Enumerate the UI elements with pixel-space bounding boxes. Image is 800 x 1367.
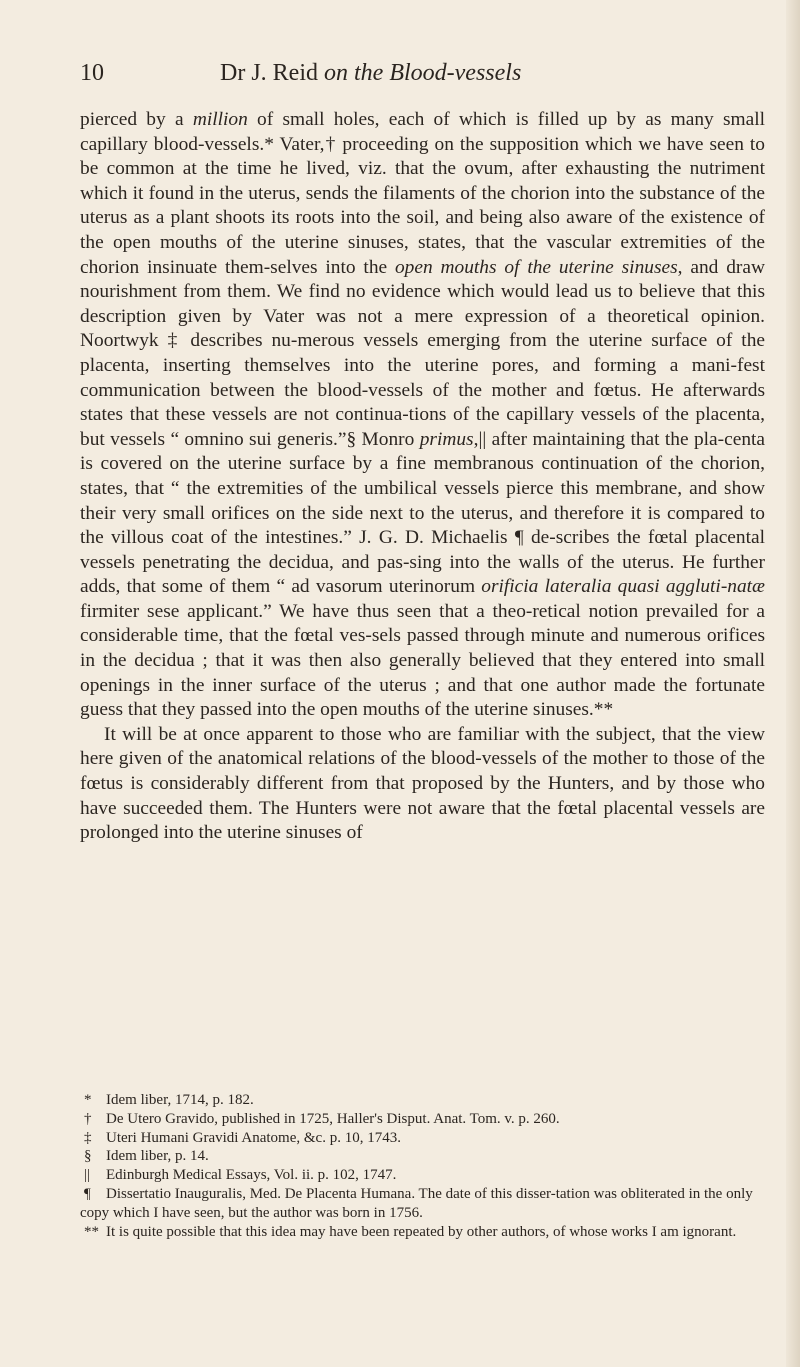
text-run: firmiter sese applicant.” We have thus seen that a theo-retical notion prevailed for a considerable time, that the fœtal ves-sels passed through minute and numerous orifices in the decidua ; that it was then also generally believed that they entered into small openings in the inner surface of the uterus ; and that one author made the fortunate guess that they passed into the open mouths of the uterine sinuses.** [80, 600, 765, 721]
footnote-mark: † [84, 1110, 92, 1127]
footnote [80, 1147, 765, 1166]
footnotes [80, 1091, 765, 1241]
footnote-mark: * [84, 1092, 92, 1108]
text-run: ,|| after maintaining that the pla-centa is covered on the uterine surface by a fine membranous continuation of the chorion, states, that “ the extremities of the umbilical vessels pierce this membrane, and show their very small orifices on the side next to the uterus, and therefore it is compared to the villous coat of the intestines.” J. G. D. Michaelis ¶ de-scribes the fœtal placental vessels penetrating the decidua, and pas-sing into the walls of the uterus. He further adds, that some of them “ ad vasorum uterinorum [80, 428, 766, 598]
running-head-author: Dr J. Reid [220, 60, 318, 86]
running-head [220, 60, 521, 87]
footnote [80, 1129, 765, 1148]
footnote-mark: ** [84, 1223, 99, 1240]
footnote-text: Uteri Humani Gravidi Anatome, &c. p. 10, 1743. [106, 1129, 401, 1146]
footnote-mark: ‡ [84, 1129, 92, 1146]
footnote-mark: § [84, 1148, 92, 1165]
paragraph [80, 108, 765, 723]
footnote-text: Dissertatio Inauguralis, Med. De Placenta Humana. The date of this disser-tation was obliterated in the only copy which I have seen, but the author was born in 1756. [80, 1185, 753, 1221]
footnote [80, 1223, 765, 1242]
footnote [80, 1110, 765, 1129]
text-run: of small holes, each of which is filled up by as many small capillary blood-vessels.* Vater,† proceeding on the supposition which we have seen to be common at the time he lived, viz. that the ovum, after exhausting the nutriment which it found in the uterus, sends the filaments of the chorion into the substance of the uterus as a plant shoots its roots into the soil, and being also aware of the existence of the open mouths of the uterine sinuses, states, that the vascular extremities of the chorion insinuate them-selves into the [80, 109, 765, 278]
footnote-mark: ¶ [84, 1185, 91, 1202]
paragraph [80, 723, 765, 846]
footnote [80, 1185, 765, 1223]
footnote [80, 1166, 765, 1185]
footnote-text: It is quite possible that this idea may have been repeated by other authors, of whose works I am ignorant. [106, 1223, 737, 1240]
page-number: 10 [80, 60, 104, 86]
running-head-on: on the [324, 60, 384, 86]
footnote [80, 1091, 765, 1110]
text-run: , and draw nourishment from them. We find no evidence which would lead us to believe that this description given by Vater was not a mere expression of a theoretical opinion. Noortwyk ‡ describes nu-merous vessels emerging from the uterine surface of the placenta, inserting themselves into the uterine pores, and forming a mani-fest communication between the blood-vessels of the mother and fœtus. He afterwards states that these vessels are not continua-tions of the capillary vessels of the placenta, but vessels “ omnino sui generis.”§ Monro [80, 256, 765, 450]
footnote-mark: || [84, 1167, 91, 1184]
body-text [80, 108, 765, 846]
italic-text: primus [419, 428, 474, 450]
footnote-text: Idem liber, 1714, p. 182. [106, 1092, 254, 1108]
footnote-text: Edinburgh Medical Essays, Vol. ii. p. 102, 1747. [106, 1167, 397, 1184]
running-head-title: Blood-vessels [389, 60, 522, 86]
italic-text: open mouths of the uterine sinuses [394, 256, 678, 278]
page-edge [786, 0, 800, 1367]
text-run: It will be at once apparent to those who are familiar with the subject, that the view here given of the anatomical relations of the blood-vessels of the mother to those of the fœtus is considerably different from that proposed by the Hunters, and by those who have succeeded them. The Hunters were not aware that the fœtal placental vessels are prolonged into the uterine sinuses of [80, 723, 765, 844]
italic-text: orificia lateralia quasi aggluti-natæ [481, 576, 765, 598]
text-run: pierced by a [80, 109, 193, 130]
footnote-text: De Utero Gravido, published in 1725, Haller's Disput. Anat. Tom. v. p. 260. [106, 1110, 560, 1127]
page-header [80, 60, 760, 90]
italic-text: million [192, 109, 248, 130]
footnote-text: Idem liber, p. 14. [106, 1148, 209, 1165]
